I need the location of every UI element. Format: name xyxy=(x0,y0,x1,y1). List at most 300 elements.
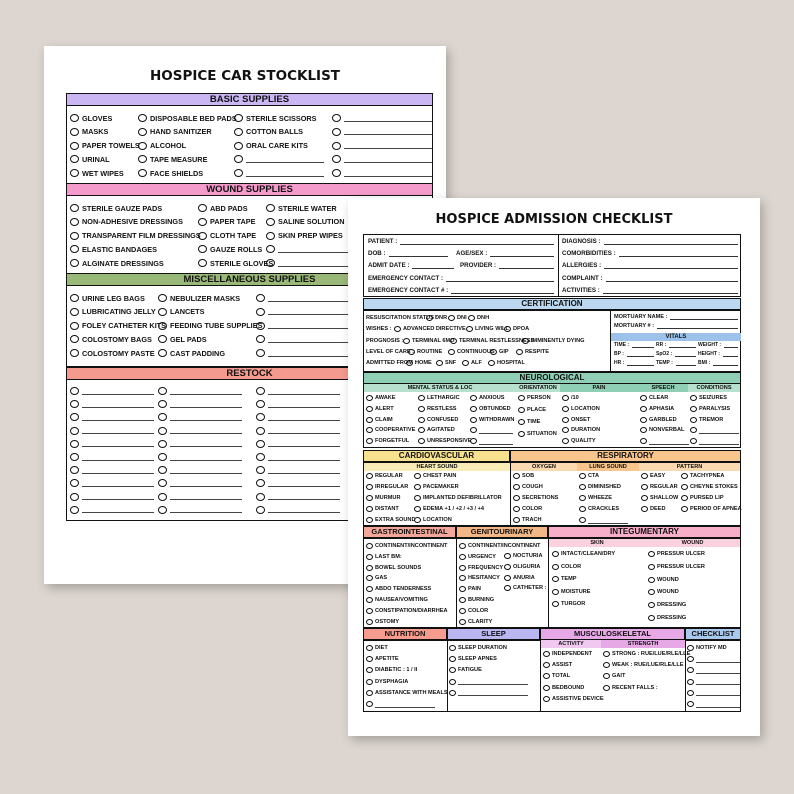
checkbox-option[interactable] xyxy=(234,168,324,178)
checkbox-option[interactable] xyxy=(648,614,686,622)
circle-checkbox-icon[interactable] xyxy=(366,619,373,625)
checkbox-option[interactable] xyxy=(158,465,242,475)
checkbox-option[interactable] xyxy=(449,666,482,674)
circle-checkbox-icon[interactable] xyxy=(256,400,265,408)
circle-checkbox-icon[interactable] xyxy=(470,427,477,433)
circle-checkbox-icon[interactable] xyxy=(603,673,610,679)
circle-checkbox-icon[interactable] xyxy=(366,554,373,560)
circle-checkbox-icon[interactable] xyxy=(603,651,610,657)
checkbox-option[interactable] xyxy=(640,416,677,424)
circle-checkbox-icon[interactable] xyxy=(70,218,79,226)
checkbox-option[interactable] xyxy=(70,321,166,331)
checkbox-option[interactable] xyxy=(543,661,572,669)
blank-write-line[interactable] xyxy=(82,388,154,395)
checkbox-option[interactable] xyxy=(256,386,340,396)
checkbox-option[interactable] xyxy=(198,217,256,227)
checkbox-option[interactable] xyxy=(70,154,110,164)
circle-checkbox-icon[interactable] xyxy=(468,315,475,321)
field-input-line[interactable] xyxy=(676,360,696,366)
checkbox-option[interactable] xyxy=(504,563,540,571)
checkbox-option[interactable] xyxy=(366,596,428,604)
checkbox-option[interactable] xyxy=(234,141,308,151)
checkbox-option[interactable] xyxy=(70,258,164,268)
checkbox-option[interactable] xyxy=(513,494,558,502)
circle-checkbox-icon[interactable] xyxy=(366,484,373,490)
checkbox-option[interactable] xyxy=(462,359,482,367)
checkbox-option[interactable] xyxy=(448,348,495,356)
checkbox-option[interactable] xyxy=(70,307,156,317)
blank-write-line[interactable] xyxy=(170,480,242,487)
checkbox-option[interactable] xyxy=(504,574,535,582)
circle-checkbox-icon[interactable] xyxy=(579,506,586,512)
checkbox-option[interactable] xyxy=(640,437,689,445)
checkbox-option[interactable] xyxy=(256,505,340,515)
circle-checkbox-icon[interactable] xyxy=(366,667,373,673)
checkbox-option[interactable] xyxy=(332,168,432,178)
circle-checkbox-icon[interactable] xyxy=(158,453,167,461)
circle-checkbox-icon[interactable] xyxy=(256,493,265,501)
circle-checkbox-icon[interactable] xyxy=(648,577,655,583)
circle-checkbox-icon[interactable] xyxy=(504,564,511,570)
circle-checkbox-icon[interactable] xyxy=(414,506,421,512)
circle-checkbox-icon[interactable] xyxy=(158,466,167,474)
form-field[interactable] xyxy=(562,238,738,245)
circle-checkbox-icon[interactable] xyxy=(681,473,688,479)
circle-checkbox-icon[interactable] xyxy=(366,575,373,581)
checkbox-option[interactable] xyxy=(640,394,668,402)
circle-checkbox-icon[interactable] xyxy=(552,589,559,595)
checkbox-option[interactable] xyxy=(70,412,154,422)
checkbox-option[interactable] xyxy=(681,472,724,480)
circle-checkbox-icon[interactable] xyxy=(158,506,167,514)
circle-checkbox-icon[interactable] xyxy=(138,155,147,163)
circle-checkbox-icon[interactable] xyxy=(449,645,456,651)
checkbox-option[interactable] xyxy=(256,439,340,449)
blank-write-line[interactable] xyxy=(170,493,242,500)
field-input-line[interactable] xyxy=(499,263,554,269)
circle-checkbox-icon[interactable] xyxy=(681,484,688,490)
checkbox-option[interactable] xyxy=(256,348,356,358)
form-field[interactable] xyxy=(614,351,654,357)
checkbox-option[interactable] xyxy=(648,576,679,584)
circle-checkbox-icon[interactable] xyxy=(366,517,373,523)
circle-checkbox-icon[interactable] xyxy=(513,495,520,501)
form-field[interactable] xyxy=(562,250,738,257)
checkbox-option[interactable] xyxy=(414,505,484,513)
checkbox-option[interactable] xyxy=(414,472,456,480)
checkbox-option[interactable] xyxy=(426,314,447,322)
circle-checkbox-icon[interactable] xyxy=(418,438,425,444)
checkbox-option[interactable] xyxy=(552,600,585,608)
blank-write-line[interactable] xyxy=(268,440,340,447)
checkbox-option[interactable] xyxy=(70,231,201,241)
circle-checkbox-icon[interactable] xyxy=(70,169,79,177)
field-input-line[interactable] xyxy=(627,360,654,366)
circle-checkbox-icon[interactable] xyxy=(687,679,694,685)
checkbox-option[interactable] xyxy=(70,505,154,515)
circle-checkbox-icon[interactable] xyxy=(504,585,511,591)
circle-checkbox-icon[interactable] xyxy=(543,662,550,668)
blank-write-line[interactable] xyxy=(170,414,242,421)
checkbox-option[interactable] xyxy=(579,483,621,491)
circle-checkbox-icon[interactable] xyxy=(518,407,525,413)
circle-checkbox-icon[interactable] xyxy=(459,619,466,625)
checkbox-option[interactable] xyxy=(466,325,509,333)
checkbox-option[interactable] xyxy=(552,550,615,558)
checkbox-option[interactable] xyxy=(603,672,625,680)
checkbox-option[interactable] xyxy=(687,666,740,674)
checkbox-option[interactable] xyxy=(366,494,400,502)
checkbox-option[interactable] xyxy=(158,307,204,317)
checkbox-option[interactable] xyxy=(256,452,340,462)
form-field[interactable] xyxy=(460,262,554,269)
circle-checkbox-icon[interactable] xyxy=(332,128,341,136)
checkbox-option[interactable] xyxy=(543,650,592,658)
blank-write-line[interactable] xyxy=(696,667,740,674)
checkbox-option[interactable] xyxy=(403,337,454,345)
circle-checkbox-icon[interactable] xyxy=(70,400,79,408)
blank-write-line[interactable] xyxy=(344,170,432,177)
checkbox-option[interactable] xyxy=(562,405,600,413)
checkbox-option[interactable] xyxy=(198,203,248,213)
circle-checkbox-icon[interactable] xyxy=(366,506,373,512)
circle-checkbox-icon[interactable] xyxy=(504,326,511,332)
circle-checkbox-icon[interactable] xyxy=(522,338,529,344)
circle-checkbox-icon[interactable] xyxy=(516,349,523,355)
blank-write-line[interactable] xyxy=(268,322,356,329)
circle-checkbox-icon[interactable] xyxy=(70,413,79,421)
circle-checkbox-icon[interactable] xyxy=(562,438,569,444)
checkbox-option[interactable] xyxy=(641,472,665,480)
blank-write-line[interactable] xyxy=(268,454,340,461)
field-input-line[interactable] xyxy=(724,342,738,348)
circle-checkbox-icon[interactable] xyxy=(448,349,455,355)
circle-checkbox-icon[interactable] xyxy=(690,427,697,433)
circle-checkbox-icon[interactable] xyxy=(641,484,648,490)
checkbox-option[interactable] xyxy=(490,348,509,356)
checkbox-option[interactable] xyxy=(138,127,212,137)
circle-checkbox-icon[interactable] xyxy=(690,417,697,423)
form-field[interactable] xyxy=(656,342,696,348)
checkbox-option[interactable] xyxy=(256,334,356,344)
checkbox-option[interactable] xyxy=(459,553,496,561)
circle-checkbox-icon[interactable] xyxy=(641,495,648,501)
circle-checkbox-icon[interactable] xyxy=(406,360,413,366)
checkbox-option[interactable] xyxy=(516,348,549,356)
checkbox-option[interactable] xyxy=(256,293,356,303)
circle-checkbox-icon[interactable] xyxy=(366,586,373,592)
checkbox-option[interactable] xyxy=(470,426,513,434)
blank-write-line[interactable] xyxy=(82,493,154,500)
checkbox-option[interactable] xyxy=(366,585,431,593)
form-field[interactable] xyxy=(368,275,554,282)
blank-write-line[interactable] xyxy=(696,656,740,663)
circle-checkbox-icon[interactable] xyxy=(256,335,265,343)
circle-checkbox-icon[interactable] xyxy=(256,453,265,461)
checkbox-option[interactable] xyxy=(366,564,421,572)
circle-checkbox-icon[interactable] xyxy=(603,662,610,668)
circle-checkbox-icon[interactable] xyxy=(70,308,79,316)
circle-checkbox-icon[interactable] xyxy=(266,218,275,226)
checkbox-option[interactable] xyxy=(470,416,514,424)
checkbox-option[interactable] xyxy=(158,439,242,449)
circle-checkbox-icon[interactable] xyxy=(459,597,466,603)
circle-checkbox-icon[interactable] xyxy=(366,427,373,433)
checkbox-option[interactable] xyxy=(459,542,540,550)
checkbox-option[interactable] xyxy=(648,550,705,558)
circle-checkbox-icon[interactable] xyxy=(158,413,167,421)
form-field[interactable] xyxy=(656,351,696,357)
checkbox-option[interactable] xyxy=(681,505,742,513)
checkbox-option[interactable] xyxy=(70,203,162,213)
circle-checkbox-icon[interactable] xyxy=(687,656,694,662)
checkbox-option[interactable] xyxy=(418,416,458,424)
blank-write-line[interactable] xyxy=(268,427,340,434)
checkbox-option[interactable] xyxy=(70,141,140,151)
checkbox-option[interactable] xyxy=(449,644,507,652)
checkbox-option[interactable] xyxy=(687,655,740,663)
circle-checkbox-icon[interactable] xyxy=(681,506,688,512)
circle-checkbox-icon[interactable] xyxy=(687,667,694,673)
checkbox-option[interactable] xyxy=(70,168,124,178)
form-field[interactable] xyxy=(562,262,738,269)
form-field[interactable] xyxy=(614,342,654,348)
checkbox-option[interactable] xyxy=(256,492,340,502)
circle-checkbox-icon[interactable] xyxy=(198,245,207,253)
circle-checkbox-icon[interactable] xyxy=(366,701,373,707)
checkbox-option[interactable] xyxy=(70,439,154,449)
field-input-line[interactable] xyxy=(446,276,554,282)
circle-checkbox-icon[interactable] xyxy=(256,322,265,330)
circle-checkbox-icon[interactable] xyxy=(256,349,265,357)
blank-write-line[interactable] xyxy=(268,506,340,513)
circle-checkbox-icon[interactable] xyxy=(366,406,373,412)
circle-checkbox-icon[interactable] xyxy=(366,597,373,603)
circle-checkbox-icon[interactable] xyxy=(449,656,456,662)
circle-checkbox-icon[interactable] xyxy=(418,417,425,423)
circle-checkbox-icon[interactable] xyxy=(70,479,79,487)
circle-checkbox-icon[interactable] xyxy=(366,690,373,696)
circle-checkbox-icon[interactable] xyxy=(579,495,586,501)
field-input-line[interactable] xyxy=(713,360,738,366)
checkbox-option[interactable] xyxy=(70,127,108,137)
blank-write-line[interactable] xyxy=(699,427,739,434)
circle-checkbox-icon[interactable] xyxy=(459,586,466,592)
blank-write-line[interactable] xyxy=(246,170,324,177)
circle-checkbox-icon[interactable] xyxy=(234,169,243,177)
checkbox-option[interactable] xyxy=(449,655,497,663)
checkbox-option[interactable] xyxy=(70,293,145,303)
circle-checkbox-icon[interactable] xyxy=(640,395,647,401)
circle-checkbox-icon[interactable] xyxy=(681,495,688,501)
checkbox-option[interactable] xyxy=(562,437,596,445)
checkbox-option[interactable] xyxy=(158,348,225,358)
circle-checkbox-icon[interactable] xyxy=(70,322,79,330)
checkbox-option[interactable] xyxy=(158,426,242,436)
checkbox-option[interactable] xyxy=(366,472,403,480)
circle-checkbox-icon[interactable] xyxy=(70,128,79,136)
checkbox-option[interactable] xyxy=(70,478,154,488)
checkbox-option[interactable] xyxy=(158,334,207,344)
form-field[interactable] xyxy=(368,250,448,257)
checkbox-option[interactable] xyxy=(366,426,415,434)
circle-checkbox-icon[interactable] xyxy=(70,155,79,163)
circle-checkbox-icon[interactable] xyxy=(552,601,559,607)
checkbox-option[interactable] xyxy=(414,483,459,491)
circle-checkbox-icon[interactable] xyxy=(513,484,520,490)
circle-checkbox-icon[interactable] xyxy=(562,417,569,423)
circle-checkbox-icon[interactable] xyxy=(256,427,265,435)
checkbox-option[interactable] xyxy=(543,695,604,703)
checkbox-option[interactable] xyxy=(138,168,203,178)
checkbox-option[interactable] xyxy=(418,426,455,434)
circle-checkbox-icon[interactable] xyxy=(518,419,525,425)
blank-write-line[interactable] xyxy=(344,128,432,135)
circle-checkbox-icon[interactable] xyxy=(266,232,275,240)
checkbox-option[interactable] xyxy=(366,553,402,561)
circle-checkbox-icon[interactable] xyxy=(641,506,648,512)
circle-checkbox-icon[interactable] xyxy=(513,473,520,479)
circle-checkbox-icon[interactable] xyxy=(70,142,79,150)
checkbox-option[interactable] xyxy=(522,337,584,345)
checkbox-option[interactable] xyxy=(641,505,666,513)
blank-write-line[interactable] xyxy=(246,156,324,163)
circle-checkbox-icon[interactable] xyxy=(543,696,550,702)
checkbox-option[interactable] xyxy=(198,231,256,241)
checkbox-option[interactable] xyxy=(366,416,393,424)
circle-checkbox-icon[interactable] xyxy=(414,473,421,479)
field-input-line[interactable] xyxy=(451,288,554,294)
circle-checkbox-icon[interactable] xyxy=(198,204,207,212)
checkbox-option[interactable] xyxy=(518,394,551,402)
circle-checkbox-icon[interactable] xyxy=(426,315,433,321)
checkbox-option[interactable] xyxy=(366,516,416,524)
checkbox-option[interactable] xyxy=(459,596,494,604)
circle-checkbox-icon[interactable] xyxy=(256,308,265,316)
circle-checkbox-icon[interactable] xyxy=(70,349,79,357)
checkbox-option[interactable] xyxy=(687,678,740,686)
circle-checkbox-icon[interactable] xyxy=(687,645,694,651)
circle-checkbox-icon[interactable] xyxy=(579,517,586,523)
circle-checkbox-icon[interactable] xyxy=(640,427,647,433)
checkbox-option[interactable] xyxy=(690,437,739,445)
circle-checkbox-icon[interactable] xyxy=(449,667,456,673)
checkbox-option[interactable] xyxy=(70,399,154,409)
circle-checkbox-icon[interactable] xyxy=(518,431,525,437)
blank-write-line[interactable] xyxy=(344,156,432,163)
form-field[interactable] xyxy=(368,287,554,294)
circle-checkbox-icon[interactable] xyxy=(579,484,586,490)
circle-checkbox-icon[interactable] xyxy=(449,690,456,696)
circle-checkbox-icon[interactable] xyxy=(470,406,477,412)
checkbox-option[interactable] xyxy=(266,244,356,254)
checkbox-option[interactable] xyxy=(543,672,570,680)
circle-checkbox-icon[interactable] xyxy=(459,575,466,581)
checkbox-option[interactable] xyxy=(543,684,584,692)
field-input-line[interactable] xyxy=(657,323,738,329)
circle-checkbox-icon[interactable] xyxy=(414,517,421,523)
circle-checkbox-icon[interactable] xyxy=(690,406,697,412)
blank-write-line[interactable] xyxy=(649,438,689,445)
circle-checkbox-icon[interactable] xyxy=(158,335,167,343)
field-input-line[interactable] xyxy=(675,351,696,357)
circle-checkbox-icon[interactable] xyxy=(648,602,655,608)
checkbox-option[interactable] xyxy=(198,258,273,268)
checkbox-option[interactable] xyxy=(366,405,394,413)
circle-checkbox-icon[interactable] xyxy=(234,128,243,136)
checkbox-option[interactable] xyxy=(518,418,540,426)
circle-checkbox-icon[interactable] xyxy=(366,473,373,479)
circle-checkbox-icon[interactable] xyxy=(70,204,79,212)
circle-checkbox-icon[interactable] xyxy=(513,517,520,523)
checkbox-option[interactable] xyxy=(562,416,590,424)
field-input-line[interactable] xyxy=(400,239,554,245)
checkbox-option[interactable] xyxy=(158,505,242,515)
circle-checkbox-icon[interactable] xyxy=(158,294,167,302)
checkbox-option[interactable] xyxy=(449,678,528,686)
checkbox-option[interactable] xyxy=(266,231,343,241)
circle-checkbox-icon[interactable] xyxy=(518,395,525,401)
checkbox-option[interactable] xyxy=(552,588,591,596)
checkbox-option[interactable] xyxy=(687,644,727,652)
field-input-line[interactable] xyxy=(723,351,738,357)
checkbox-option[interactable] xyxy=(158,478,242,488)
circle-checkbox-icon[interactable] xyxy=(366,645,373,651)
checkbox-option[interactable] xyxy=(332,141,432,151)
circle-checkbox-icon[interactable] xyxy=(394,326,401,332)
circle-checkbox-icon[interactable] xyxy=(490,349,497,355)
circle-checkbox-icon[interactable] xyxy=(70,259,79,267)
checkbox-option[interactable] xyxy=(70,465,154,475)
circle-checkbox-icon[interactable] xyxy=(448,315,455,321)
circle-checkbox-icon[interactable] xyxy=(640,406,647,412)
circle-checkbox-icon[interactable] xyxy=(418,395,425,401)
checkbox-option[interactable] xyxy=(687,689,740,697)
circle-checkbox-icon[interactable] xyxy=(256,466,265,474)
checkbox-option[interactable] xyxy=(366,655,399,663)
circle-checkbox-icon[interactable] xyxy=(158,308,167,316)
blank-write-line[interactable] xyxy=(696,689,740,696)
circle-checkbox-icon[interactable] xyxy=(366,543,373,549)
checkbox-option[interactable] xyxy=(158,386,242,396)
blank-write-line[interactable] xyxy=(268,388,340,395)
blank-write-line[interactable] xyxy=(82,414,154,421)
circle-checkbox-icon[interactable] xyxy=(70,506,79,514)
circle-checkbox-icon[interactable] xyxy=(70,245,79,253)
checkbox-option[interactable] xyxy=(138,113,237,123)
circle-checkbox-icon[interactable] xyxy=(366,679,373,685)
checkbox-option[interactable] xyxy=(70,244,157,254)
checkbox-option[interactable] xyxy=(366,483,408,491)
circle-checkbox-icon[interactable] xyxy=(648,564,655,570)
checkbox-option[interactable] xyxy=(366,678,408,686)
checkbox-option[interactable] xyxy=(158,321,262,331)
blank-write-line[interactable] xyxy=(479,438,513,445)
circle-checkbox-icon[interactable] xyxy=(158,322,167,330)
circle-checkbox-icon[interactable] xyxy=(552,551,559,557)
field-input-line[interactable] xyxy=(606,276,738,282)
checkbox-option[interactable] xyxy=(366,542,447,550)
circle-checkbox-icon[interactable] xyxy=(504,553,511,559)
checkbox-option[interactable] xyxy=(562,426,600,434)
circle-checkbox-icon[interactable] xyxy=(418,406,425,412)
circle-checkbox-icon[interactable] xyxy=(332,142,341,150)
checkbox-option[interactable] xyxy=(552,575,577,583)
circle-checkbox-icon[interactable] xyxy=(70,440,79,448)
circle-checkbox-icon[interactable] xyxy=(70,427,79,435)
circle-checkbox-icon[interactable] xyxy=(513,506,520,512)
checkbox-option[interactable] xyxy=(256,426,340,436)
